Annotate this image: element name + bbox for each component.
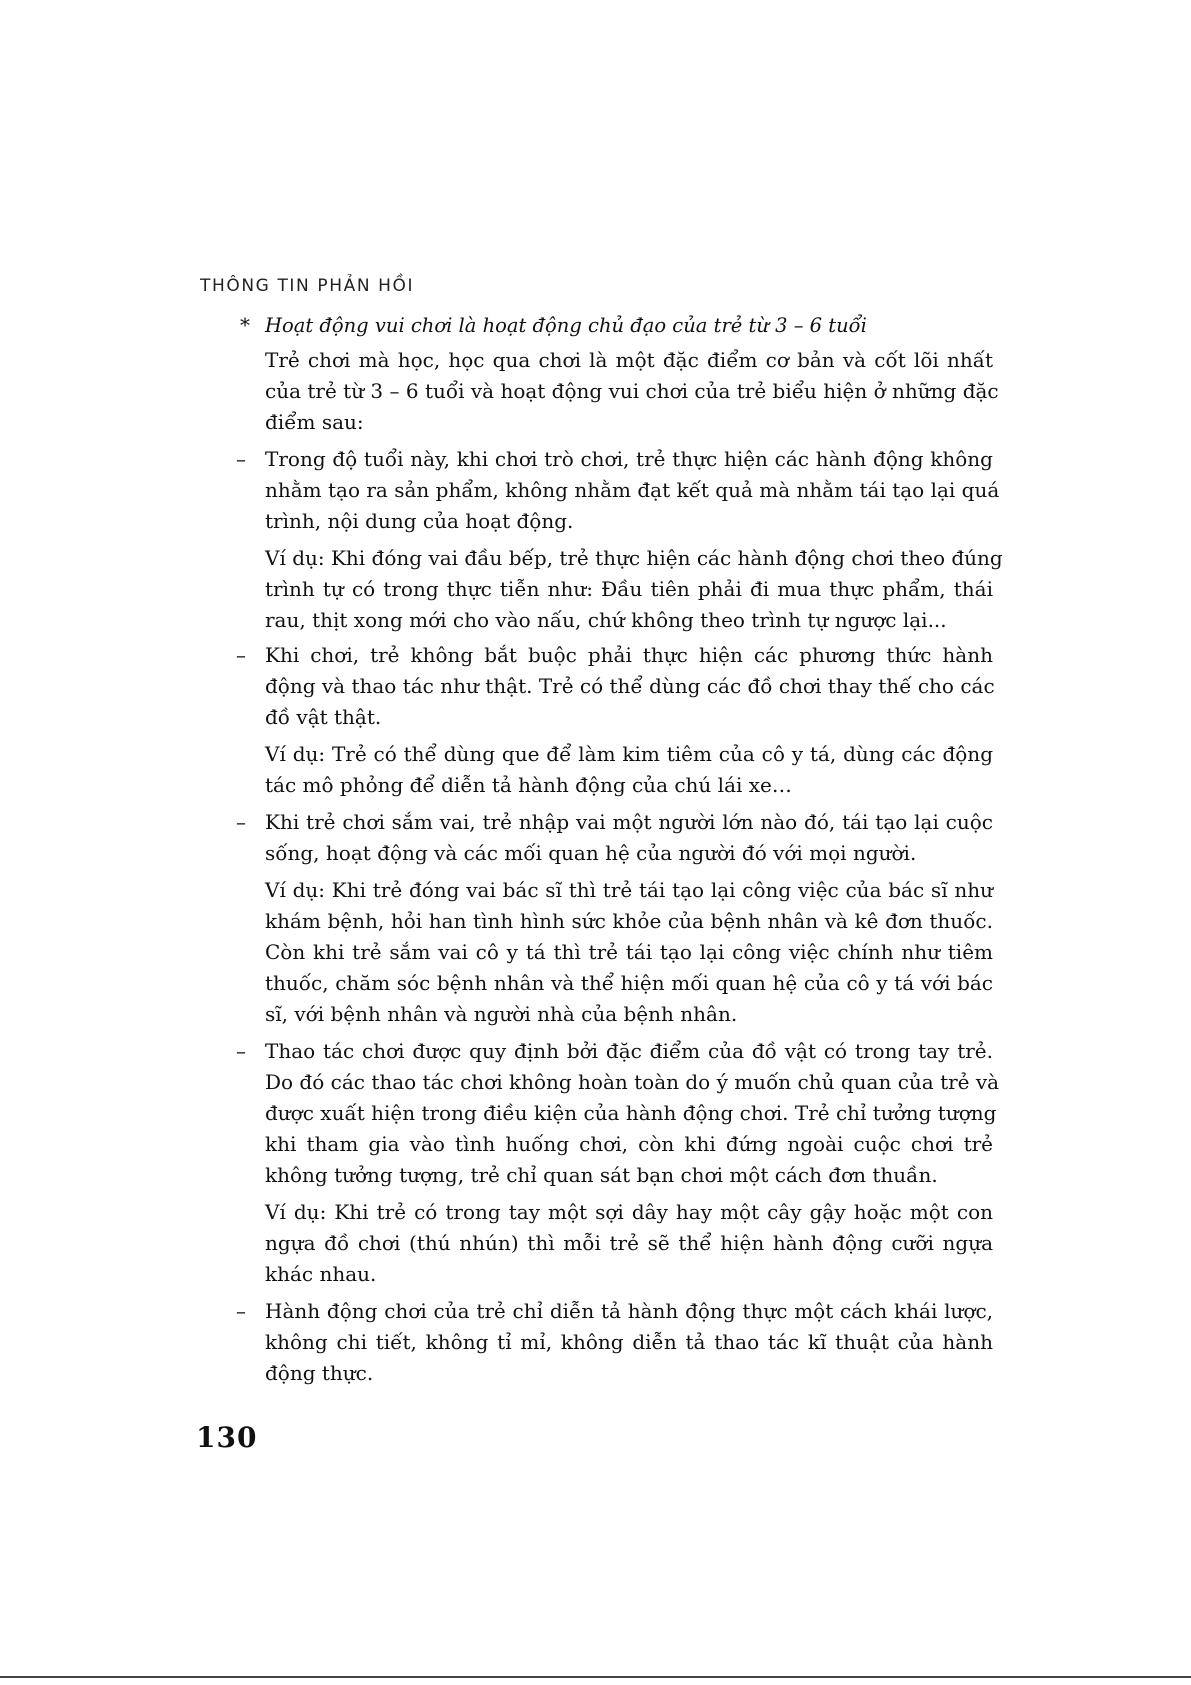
list-item-line: được xuất hiện trong điều kiện của hành động chơi. Trẻ chỉ tưởng tượng — [265, 1101, 997, 1125]
example-line: rau, thịt xong mới cho vào nấu, chứ không theo trình tự ngược lại... — [265, 608, 947, 632]
example-line: khám bệnh, hỏi han tình hình sức khỏe của bệnh nhân và kê đơn thuốc. — [265, 909, 993, 933]
example-line: Còn khi trẻ sắm vai cô y tá thì trẻ tái tạo lại công việc chính như tiêm — [265, 940, 993, 964]
list-item-line: nhằm tạo ra sản phẩm, không nhằm đạt kết quả mà nhằm tái tạo lại quá — [265, 478, 1000, 502]
list-item-line: Hành động chơi của trẻ chỉ diễn tả hành động thực một cách khái lược, — [265, 1299, 993, 1323]
section-heading: THÔNG TIN PHẢN HỒI — [200, 276, 415, 296]
intro-line: điểm sau: — [265, 410, 364, 434]
intro-line: của trẻ từ 3 – 6 tuổi và hoạt động vui chơi của trẻ biểu hiện ở những đặc — [265, 379, 999, 403]
list-item-line: động thực. — [265, 1361, 374, 1385]
dash-bullet: – — [236, 447, 246, 471]
example-line: Ví dụ: Khi đóng vai đầu bếp, trẻ thực hiện các hành động chơi theo đúng — [265, 546, 1003, 570]
list-item-line: Khi trẻ chơi sắm vai, trẻ nhập vai một người lớn nào đó, tái tạo lại cuộc — [265, 810, 993, 834]
dash-bullet: – — [236, 810, 246, 834]
dash-bullet: – — [236, 643, 246, 667]
list-item-line: khi tham gia vào tình huống chơi, còn khi đứng ngoài cuộc chơi trẻ — [265, 1132, 993, 1156]
example-line: thuốc, chăm sóc bệnh nhân và thể hiện mối quan hệ của cô y tá với bác — [265, 971, 993, 995]
bottom-divider — [0, 1676, 1191, 1678]
page-number: 130 — [196, 1421, 258, 1454]
list-item-line: không chi tiết, không tỉ mỉ, không diễn tả thao tác kĩ thuật của hành — [265, 1330, 993, 1354]
example-line: Ví dụ: Khi trẻ đóng vai bác sĩ thì trẻ tái tạo lại công việc của bác sĩ như — [265, 878, 993, 902]
list-item-line: Khi chơi, trẻ không bắt buộc phải thực hiện các phương thức hành — [265, 643, 993, 667]
dash-bullet: – — [236, 1299, 246, 1323]
example-line: trình tự có trong thực tiễn như: Đầu tiên phải đi mua thực phẩm, thái — [265, 577, 993, 601]
list-item-line: sống, hoạt động và các mối quan hệ của người đó với mọi người. — [265, 841, 917, 865]
list-item-line: không tưởng tượng, trẻ chỉ quan sát bạn chơi một cách đơn thuần. — [265, 1163, 938, 1187]
example-line: ngựa đồ chơi (thú nhún) thì mỗi trẻ sẽ thể hiện hành động cưỡi ngựa — [265, 1231, 993, 1255]
asterisk-bullet: * — [240, 313, 250, 337]
example-line: sĩ, với bệnh nhân và người nhà của bệnh nhân. — [265, 1002, 738, 1026]
example-line: khác nhau. — [265, 1262, 377, 1286]
dash-bullet: – — [236, 1039, 246, 1063]
list-item-line: động và thao tác như thật. Trẻ có thể dùng các đồ chơi thay thế cho các — [265, 674, 995, 698]
intro-subtitle: Hoạt động vui chơi là hoạt động chủ đạo của trẻ từ 3 – 6 tuổi — [265, 314, 867, 337]
list-item-line: Trong độ tuổi này, khi chơi trò chơi, trẻ thực hiện các hành động không — [265, 447, 993, 471]
example-line: tác mô phỏng để diễn tả hành động của chú lái xe… — [265, 773, 792, 797]
list-item-line: đồ vật thật. — [265, 705, 382, 729]
list-item-line: Do đó các thao tác chơi không hoàn toàn do ý muốn chủ quan của trẻ và — [265, 1070, 1000, 1094]
list-item-line: Thao tác chơi được quy định bởi đặc điểm của đồ vật có trong tay trẻ. — [265, 1039, 993, 1063]
intro-line: Trẻ chơi mà học, học qua chơi là một đặc điểm cơ bản và cốt lõi nhất — [265, 348, 993, 372]
list-item-line: trình, nội dung của hoạt động. — [265, 509, 574, 533]
example-line: Ví dụ: Trẻ có thể dùng que để làm kim tiêm của cô y tá, dùng các động — [265, 742, 993, 766]
example-line: Ví dụ: Khi trẻ có trong tay một sợi dây hay một cây gậy hoặc một con — [265, 1200, 993, 1224]
